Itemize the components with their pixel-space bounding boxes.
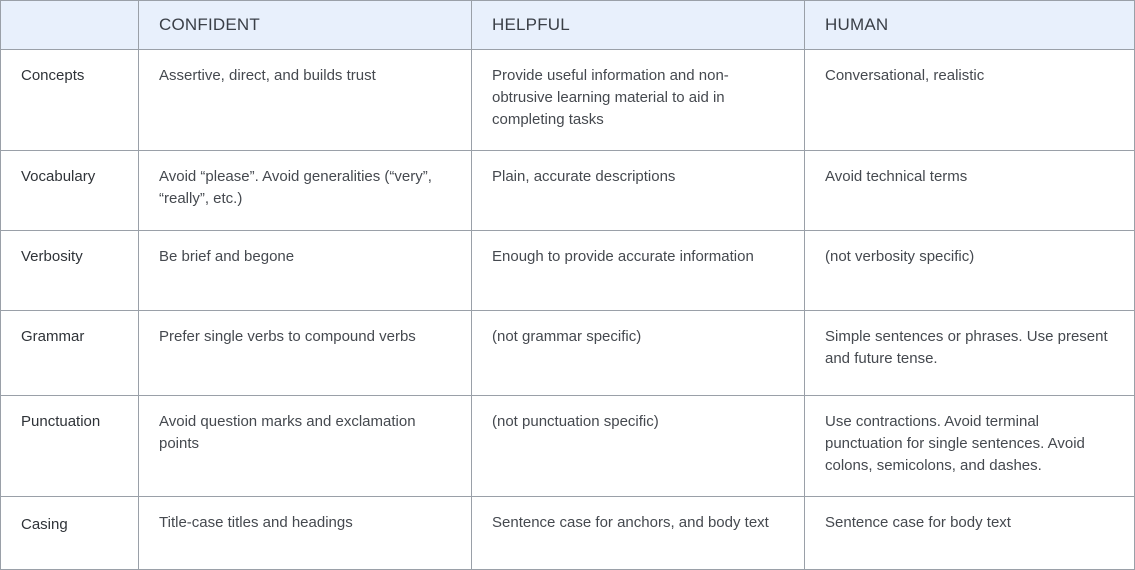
cell-casing-helpful: Sentence case for anchors, and body text [472,497,805,570]
cell-punctuation-confident: Avoid question marks and exclamation points [139,396,472,497]
row-label-concepts: Concepts [1,50,139,151]
row-label-casing: Casing [1,497,139,570]
cell-grammar-helpful: (not grammar specific) [472,311,805,396]
row-label-vocabulary: Vocabulary [1,151,139,231]
header-corner-cell [1,1,139,50]
table-row [1,50,1135,151]
cell-vocabulary-human: Avoid technical terms [805,151,1135,231]
cell-grammar-human: Simple sentences or phrases. Use present and future tense. [805,311,1135,396]
cell-vocabulary-confident: Avoid “please”. Avoid generalities (“very”, “really”, etc.) [139,151,472,231]
cell-verbosity-helpful: Enough to provide accurate information [472,231,805,311]
column-header-helpful: HELPFUL [472,1,805,50]
table-header [1,1,1135,50]
cell-concepts-confident: Assertive, direct, and builds trust [139,50,472,151]
header-row [1,1,1135,50]
cell-verbosity-human: (not verbosity specific) [805,231,1135,311]
table-row [1,231,1135,311]
cell-casing-human: Sentence case for body text [805,497,1135,570]
cell-concepts-helpful: Provide useful information and non-obtrusive learning material to aid in completing tasks [472,50,805,151]
table-row [1,151,1135,231]
row-label-punctuation: Punctuation [1,396,139,497]
cell-verbosity-confident: Be brief and begone [139,231,472,311]
cell-casing-confident: Title-case titles and headings [139,497,472,570]
column-header-confident: CONFIDENT [139,1,472,50]
cell-punctuation-human: Use contractions. Avoid terminal punctuation for single sentences. Avoid colons, semicolons, and dashes. [805,396,1135,497]
cell-punctuation-helpful: (not punctuation specific) [472,396,805,497]
table-row [1,497,1135,570]
table-row [1,311,1135,396]
table-row [1,396,1135,497]
column-header-human: HUMAN [805,1,1135,50]
row-label-grammar: Grammar [1,311,139,396]
table-body [1,50,1135,570]
cell-vocabulary-helpful: Plain, accurate descriptions [472,151,805,231]
cell-concepts-human: Conversational, realistic [805,50,1135,151]
cell-grammar-confident: Prefer single verbs to compound verbs [139,311,472,396]
row-label-verbosity: Verbosity [1,231,139,311]
